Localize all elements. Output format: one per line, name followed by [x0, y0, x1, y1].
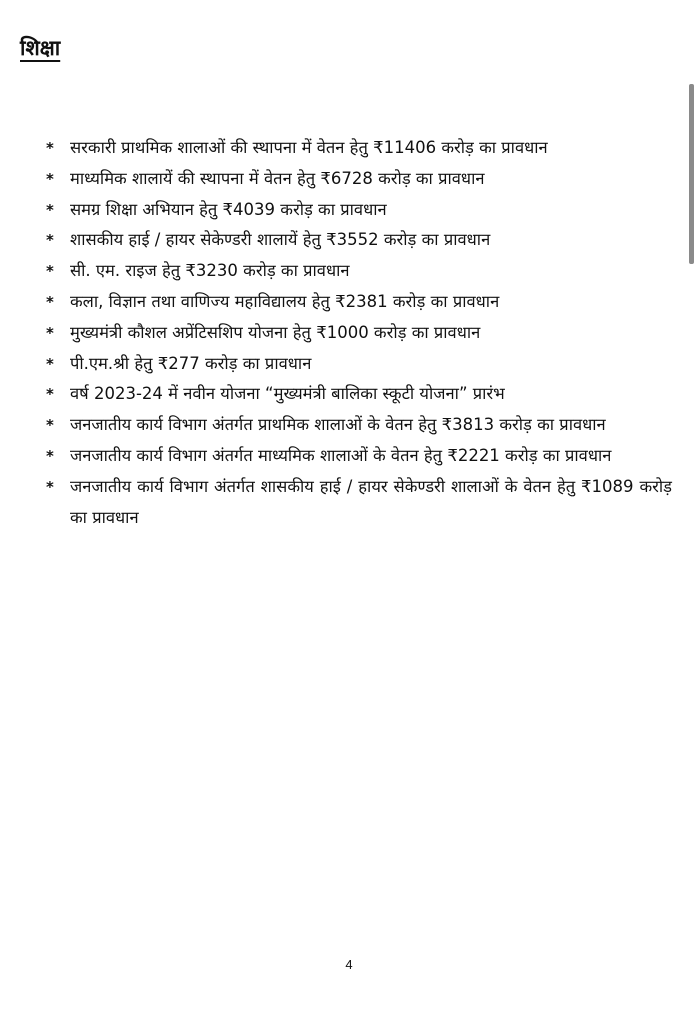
- asterisk-bullet-icon: *: [46, 292, 54, 311]
- asterisk-bullet-icon: *: [46, 446, 54, 465]
- asterisk-bullet-icon: *: [46, 477, 54, 496]
- asterisk-bullet-icon: *: [46, 262, 54, 281]
- list-item-text: जनजातीय कार्य विभाग अंतर्गत शासकीय हाई / हायर सेकेण्डरी शालाओं के वेतन हेतु ₹1089 करोड़ का प्रावधान: [70, 476, 672, 527]
- list-item-text: जनजातीय कार्य विभाग अंतर्गत माध्यमिक शालाओं के वेतन हेतु ₹2221 करोड़ का प्रावधान: [70, 445, 612, 465]
- asterisk-bullet-icon: *: [46, 354, 54, 373]
- list-item-text: माध्यमिक शालायें की स्थापना में वेतन हेतु ₹6728 करोड़ का प्रावधान: [70, 168, 485, 188]
- asterisk-bullet-icon: *: [46, 231, 54, 250]
- list-item-text: मुख्यमंत्री कौशल अप्रेंटिसशिप योजना हेतु ₹1000 करोड़ का प्रावधान: [70, 322, 481, 342]
- list-item-text: कला, विज्ञान तथा वाणिज्य महाविद्यालय हेतु ₹2381 करोड़ का प्रावधान: [70, 291, 500, 311]
- asterisk-bullet-icon: *: [46, 139, 54, 157]
- asterisk-bullet-icon: *: [46, 200, 54, 219]
- list-item: [46, 287, 672, 318]
- list-item-text: समग्र शिक्षा अभियान हेतु ₹4039 करोड़ का प्रावधान: [70, 199, 387, 219]
- list-item-text: वर्ष 2023-24 में नवीन योजना “मुख्यमंत्री बालिका स्कूटी योजना” प्रारंभ: [70, 384, 505, 404]
- list-item-text: सी. एम. राइज हेतु ₹3230 करोड़ का प्रावधान: [70, 261, 350, 281]
- list-item: [46, 379, 672, 410]
- list-item: [46, 256, 672, 287]
- list-item: [46, 195, 672, 226]
- budget-list: [46, 133, 672, 533]
- asterisk-bullet-icon: *: [46, 385, 54, 404]
- list-item: [46, 164, 672, 195]
- list-item-text: जनजातीय कार्य विभाग अंतर्गत प्राथमिक शालाओं के वेतन हेतु ₹3813 करोड़ का प्रावधान: [70, 415, 606, 435]
- list-item: [46, 410, 672, 441]
- list-item: [46, 472, 672, 534]
- page-number: 4: [345, 957, 353, 972]
- list-item: [46, 318, 672, 349]
- list-item: [46, 133, 672, 164]
- vertical-scrollbar[interactable]: [689, 84, 694, 264]
- list-item: [46, 441, 672, 472]
- list-item-text: सरकारी प्राथमिक शालाओं की स्थापना में वेतन हेतु ₹11406 करोड़ का प्रावधान: [70, 138, 548, 157]
- page-title: शिक्षा: [20, 36, 61, 60]
- asterisk-bullet-icon: *: [46, 416, 54, 435]
- asterisk-bullet-icon: *: [46, 169, 54, 188]
- list-item: [46, 349, 672, 380]
- list-item: [46, 225, 672, 256]
- list-item-text: पी.एम.श्री हेतु ₹277 करोड़ का प्रावधान: [70, 353, 312, 373]
- asterisk-bullet-icon: *: [46, 323, 54, 342]
- list-item-text: शासकीय हाई / हायर सेकेण्डरी शालायें हेतु ₹3552 करोड़ का प्रावधान: [70, 230, 491, 250]
